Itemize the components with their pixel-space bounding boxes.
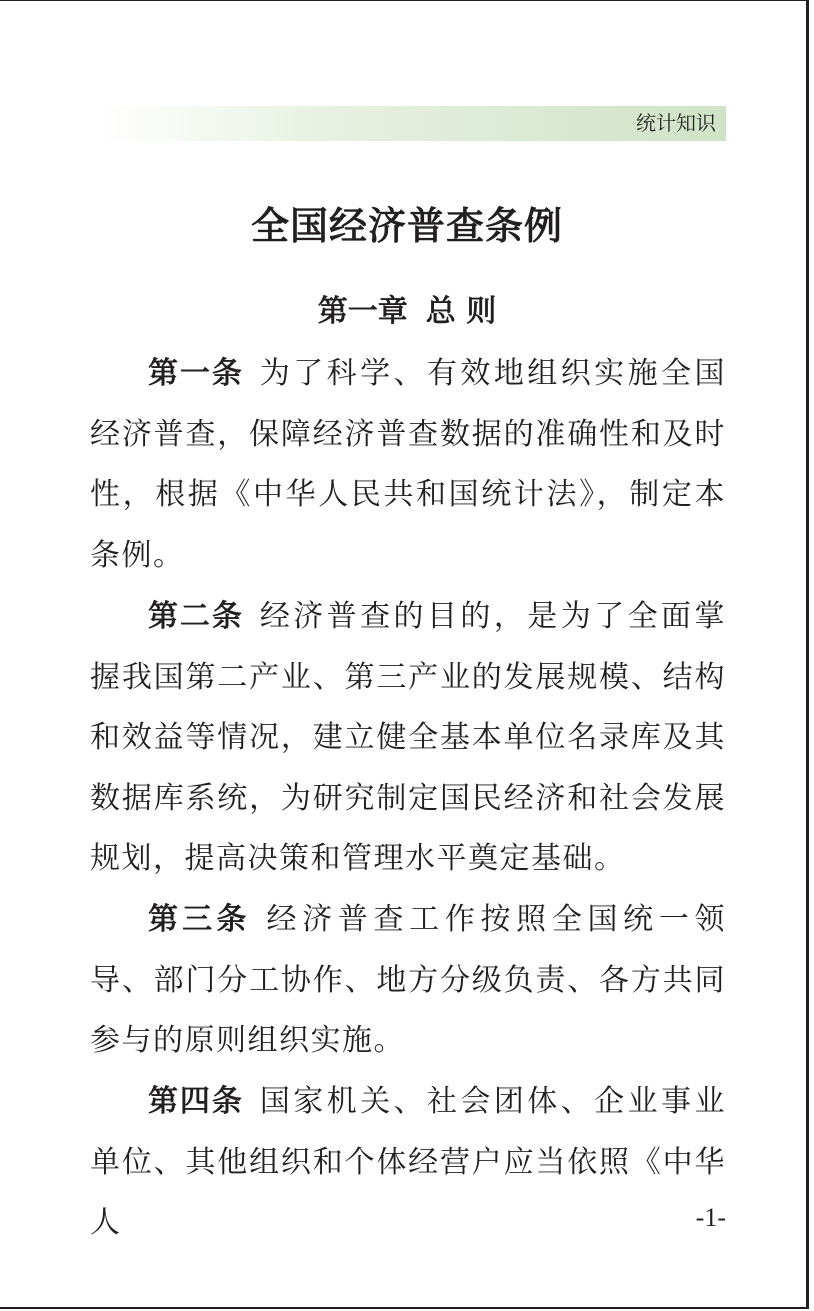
- section-banner: [100, 106, 726, 141]
- article-number: 第三条: [148, 902, 251, 937]
- article-text: 为了科学、有效地组织实施全国经济普查，保障经济普查数据的准确性和及时性，根据《中华人民共和国统计法》，制定本条例。: [90, 356, 726, 573]
- article-number: 第一条: [148, 356, 244, 391]
- page-number: -1-: [695, 1203, 726, 1232]
- chapter-number: 第一章: [317, 294, 408, 329]
- article-number: 第二条: [148, 599, 244, 634]
- section-label: 统计知识: [636, 111, 716, 135]
- article-1: [90, 344, 726, 586]
- article-text: 国家机关、社会团体、企业事业单位、其他组织和个体经营户应当依照《中华人: [90, 1084, 726, 1240]
- article-text: 经济普查工作按照全国统一领导、部门分工协作、地方分级负责、各方共同参与的原则组织实施。: [90, 902, 726, 1058]
- chapter-name: 总 则: [425, 294, 497, 329]
- article-number: 第四条: [148, 1084, 244, 1119]
- article-text: 经济普查的目的，是为了全面掌握我国第二产业、第三产业的发展规模、结构和效益等情况，建立健全基本单位名录库及其数据库系统，为研究制定国民经济和社会发展规划，提高决策和管理水平奠定基础。: [90, 599, 726, 876]
- article-2: [90, 587, 726, 890]
- article-4: [90, 1072, 726, 1254]
- document-title: 全国经济普查条例: [250, 203, 563, 248]
- chapter-heading: [0, 289, 814, 335]
- article-3: [90, 890, 726, 1072]
